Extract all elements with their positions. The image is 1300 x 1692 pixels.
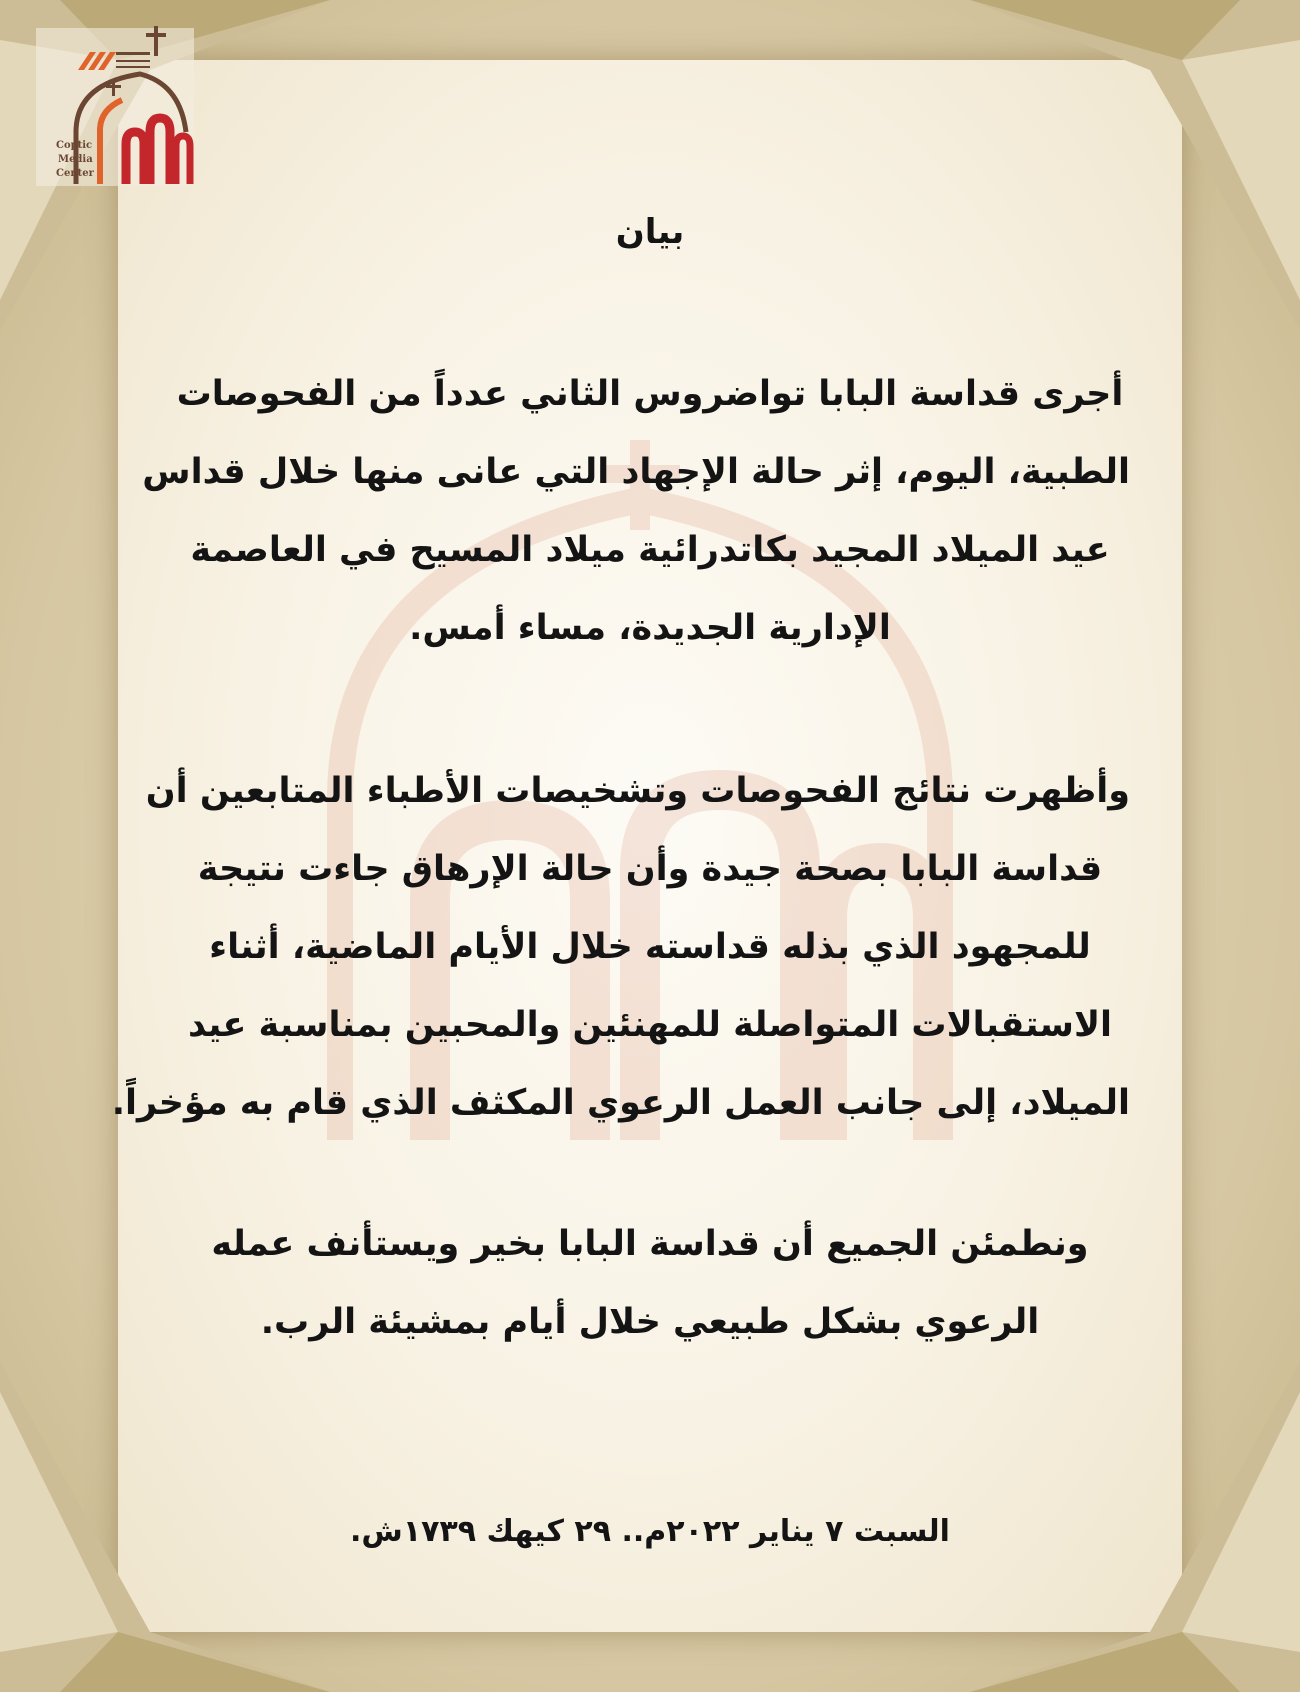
logo-text-center: Center	[56, 168, 94, 179]
paragraph-line: للمجهود الذي بذله قداسته خلال الأيام الماضية، أثناء	[209, 927, 1091, 967]
paragraph-line: أجرى قداسة البابا تواضروس الثاني عدداً من الفحوصات	[176, 374, 1124, 414]
paragraph-line: الاستقبالات المتواصلة للمهنئين والمحبين بمناسبة عيد	[187, 1005, 1113, 1045]
coptic-media-center-logo	[30, 22, 200, 192]
paragraph-line: الميلاد، إلى جانب العمل الرعوي المكثف الذي قام به مؤخراً.	[111, 1083, 1130, 1123]
paragraph-line: قداسة البابا بصحة جيدة وأن حالة الإرهاق جاءت نتيجة	[197, 849, 1103, 889]
paragraph-line: الرعوي بشكل طبيعي خلال أيام بمشيئة الرب.	[260, 1302, 1040, 1342]
statement-title: بيان	[615, 212, 685, 252]
logo-text-coptic: Coptic	[56, 140, 93, 151]
paragraph-line: عيد الميلاد المجيد بكاتدرائية ميلاد المسيح في العاصمة	[190, 530, 1110, 570]
paragraph-line: وأظهرت نتائج الفحوصات وتشخيصات الأطباء المتابعين أن	[145, 771, 1130, 811]
statement-paragraph-1	[142, 355, 1130, 667]
top-right-corner-fold	[970, 0, 1300, 330]
logo-text-media: Media	[58, 154, 93, 165]
coptic-media-center-logo-icon	[30, 22, 200, 192]
paragraph-line: الإدارية الجديدة، مساء أمس.	[409, 608, 891, 648]
statement-paragraph-3	[170, 1205, 1130, 1361]
paragraph-line: ونطمئن الجميع أن قداسة البابا بخير ويستأنف عمله	[211, 1224, 1089, 1264]
statement-paragraph-2	[111, 752, 1130, 1142]
statement-date: السبت ٧ يناير ٢٠٢٢م.. ٢٩ كيهك ١٧٣٩ش.	[350, 1514, 950, 1549]
paragraph-line: الطبية، اليوم، إثر حالة الإجهاد التي عانى منها خلال قداس	[142, 452, 1130, 492]
